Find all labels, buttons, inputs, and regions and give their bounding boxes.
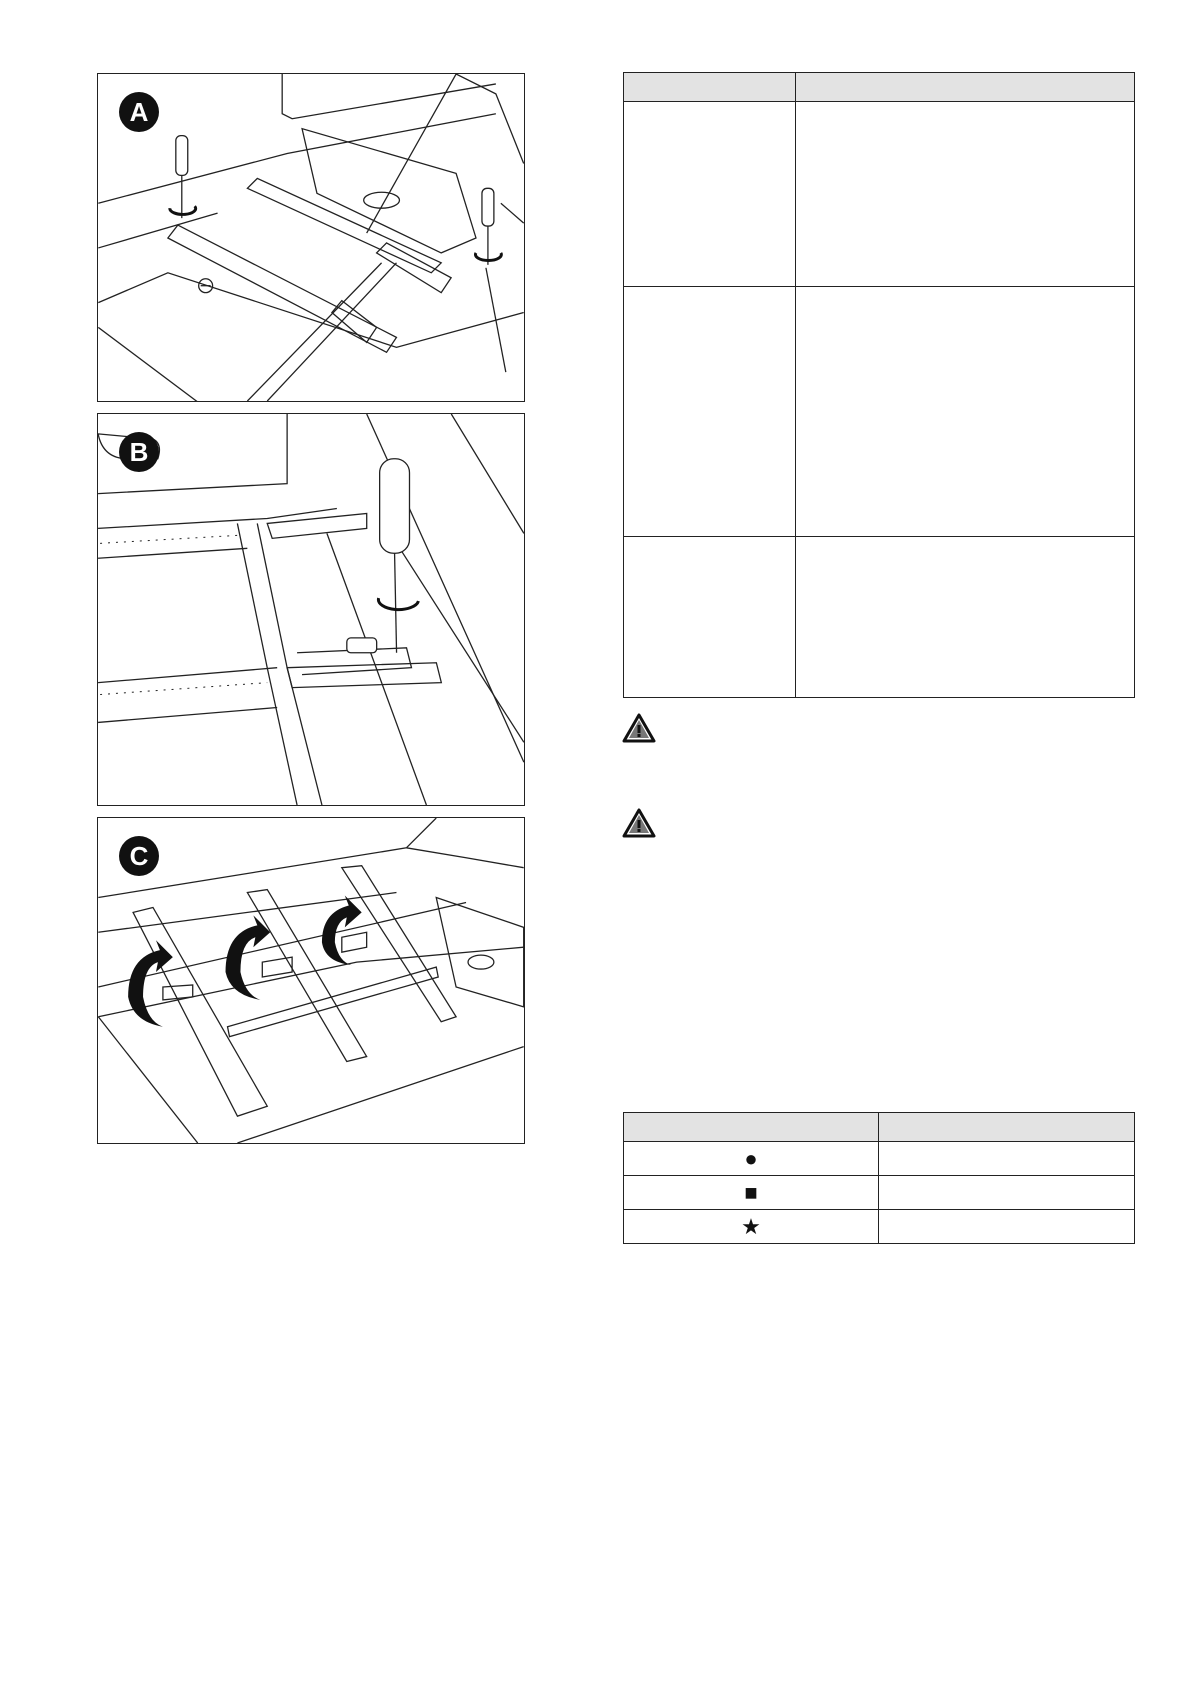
- table-row: [624, 102, 1135, 287]
- figure-label-badge: C: [119, 836, 159, 876]
- figure-a: [97, 73, 525, 402]
- table-row: [624, 537, 1135, 698]
- specification-table: [623, 72, 1135, 698]
- table-cell: [879, 1142, 1135, 1176]
- square-symbol-icon: ■: [624, 1176, 879, 1210]
- table-cell: [796, 287, 1135, 537]
- figure-label-badge: B: [119, 432, 159, 472]
- table-cell: [796, 102, 1135, 287]
- table-header-cell: [624, 73, 796, 102]
- figure-b-illustration: [98, 414, 524, 805]
- warning-triangle-icon: [622, 808, 656, 838]
- table-cell: [796, 537, 1135, 698]
- table-row: [624, 287, 1135, 537]
- table-header-cell: [796, 73, 1135, 102]
- table-header-row: [624, 73, 1135, 102]
- table-cell: [879, 1176, 1135, 1210]
- table-row: [624, 1142, 1135, 1176]
- table-cell: [624, 537, 796, 698]
- figure-label-badge: A: [119, 92, 159, 132]
- table-header-row: [624, 1113, 1135, 1142]
- warning-triangle-icon: [622, 713, 656, 743]
- table-header-cell: [879, 1113, 1135, 1142]
- table-row: [624, 1210, 1135, 1244]
- table-row: [624, 1176, 1135, 1210]
- table-cell: [879, 1210, 1135, 1244]
- star-symbol-icon: ★: [624, 1210, 879, 1244]
- circle-symbol-icon: ●: [624, 1142, 879, 1176]
- symbol-table: [623, 1112, 1135, 1244]
- figure-c: [97, 817, 525, 1144]
- table-cell: [624, 287, 796, 537]
- table-cell: [624, 102, 796, 287]
- figure-a-illustration: [98, 74, 524, 401]
- figure-c-illustration: [98, 818, 524, 1143]
- table-header-cell: [624, 1113, 879, 1142]
- figure-b: [97, 413, 525, 806]
